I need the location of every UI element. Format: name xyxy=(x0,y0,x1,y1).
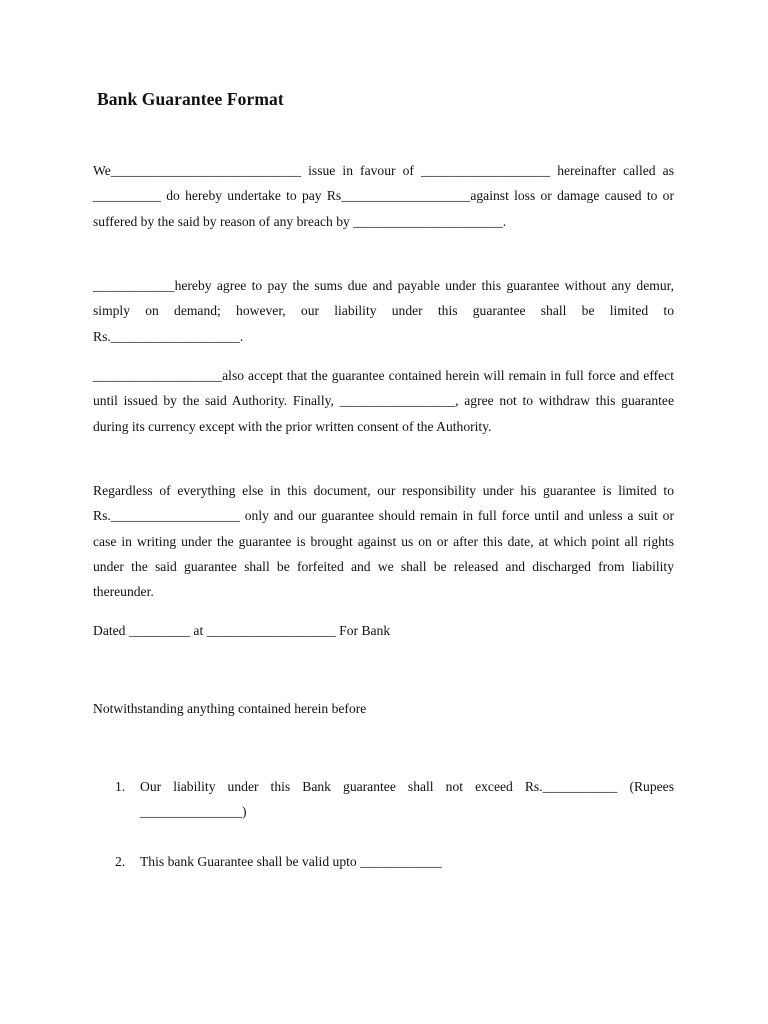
paragraph-agreement: ____________hereby agree to pay the sums due and payable under this guarantee without any demur, simply on demand; however, our liability under this guarantee shall be limited to Rs.___________________. xyxy=(93,278,678,344)
notwithstanding-line: Notwithstanding anything contained herein before xyxy=(93,701,367,716)
list-item xyxy=(115,774,678,825)
list-item-number: 2. xyxy=(115,854,126,869)
paragraph-acceptance: ___________________also accept that the guarantee contained herein will remain in full force and effect until issued by the said Authority. Finally, _________________, agree not to withdraw this guarantee during its currency except with the prior written consent of the Authority. xyxy=(93,368,678,434)
list-item-number: 1. xyxy=(115,779,126,794)
list-item-text: Our liability under this Bank guarantee shall not exceed Rs.___________ (Rupees _______________) xyxy=(140,779,678,820)
paragraph-undertaking: We____________________________ issue in favour of ___________________ hereinafter called as __________ do hereby undertake to pay Rs___________________against loss or damage caused to or suffered by the said by reason of any breach by ______________________. xyxy=(93,163,678,229)
paragraph-limitation: Regardless of everything else in this document, our responsibility under his guarantee is limited to Rs.___________________ only and our guarantee should remain in full force until and unless a suit or case in writing under the guarantee is brought against us on or after this date, at which point all rights under the said guarantee shall be forfeited and we shall be released and discharged from liability thereunder. xyxy=(93,483,678,600)
list-item-text: This bank Guarantee shall be valid upto ____________ xyxy=(140,854,442,869)
dated-line: Dated _________ at ___________________ For Bank xyxy=(93,623,391,638)
document-title: Bank Guarantee Format xyxy=(97,89,284,109)
list-item xyxy=(115,849,674,874)
